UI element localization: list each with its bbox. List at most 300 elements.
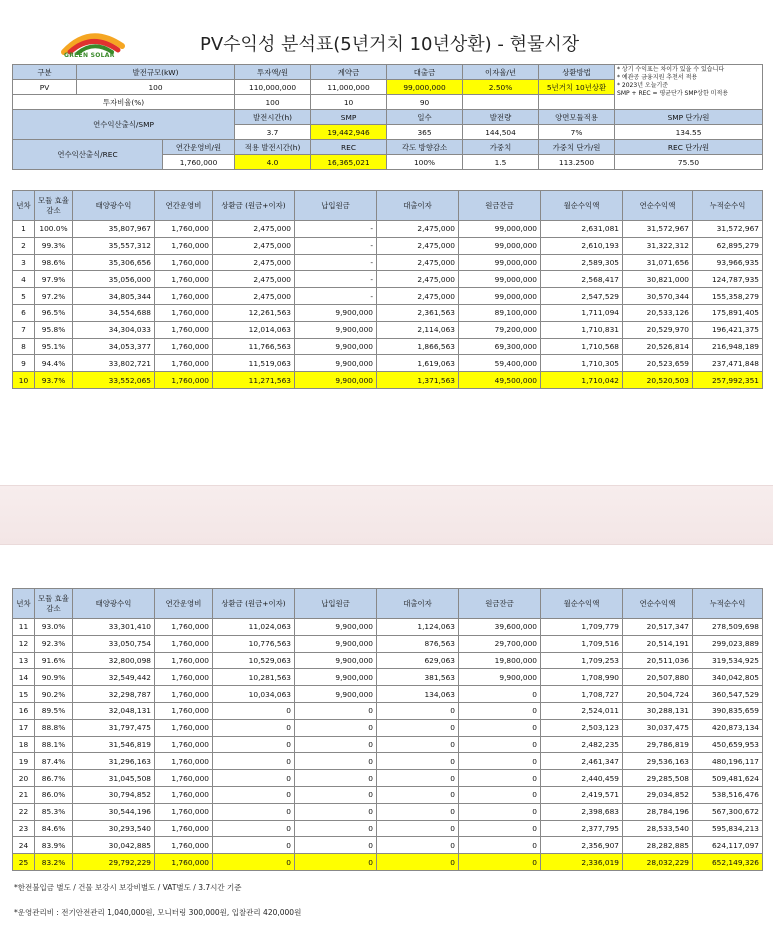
table-cell: 1,709,779	[541, 619, 623, 636]
table-cell: 14	[13, 669, 35, 686]
table-cell: 2,475,000	[377, 221, 459, 238]
value-hours: 3.7	[235, 125, 311, 140]
summary-gubun-value: PV	[13, 80, 77, 95]
table-cell: 1,760,000	[155, 355, 213, 372]
table-cell: 1,709,516	[541, 635, 623, 652]
table-cell: 29,700,000	[459, 635, 541, 652]
table-cell: 10,776,563	[213, 635, 295, 652]
summary-header-rate: 이자율/년	[463, 65, 539, 80]
summary-table	[12, 64, 763, 170]
table-row	[13, 635, 763, 652]
table-cell: 25	[13, 854, 35, 871]
value-rec-unit: 75.50	[615, 155, 763, 170]
table-cell: 29,786,819	[623, 736, 693, 753]
table-cell: 11,024,063	[213, 619, 295, 636]
table-cell: 2,475,000	[213, 288, 295, 305]
table-row	[13, 221, 763, 238]
table-cell: 1,619,063	[377, 355, 459, 372]
table-cell: 1,760,000	[155, 837, 213, 854]
table-cell: 30,821,000	[623, 271, 693, 288]
annual-header-cell: 연순수익액	[623, 589, 693, 619]
annual-header-cell: 대출이자	[377, 589, 459, 619]
table-row	[13, 372, 763, 389]
table-cell: 29,536,163	[623, 753, 693, 770]
table-cell: 0	[213, 736, 295, 753]
annual-header-cell: 연간운영비	[155, 589, 213, 619]
table-cell: 6	[13, 304, 35, 321]
header-smp: SMP	[311, 110, 387, 125]
table-row	[13, 288, 763, 305]
summary-loan-value: 99,000,000	[387, 80, 463, 95]
table-cell: 10	[13, 372, 35, 389]
table-cell: 0	[213, 837, 295, 854]
table-row	[13, 837, 763, 854]
table-cell: 216,948,189	[693, 338, 763, 355]
table-cell: 99,000,000	[459, 254, 541, 271]
annual-header-cell: 납입원금	[295, 191, 377, 221]
table-cell: 11,519,063	[213, 355, 295, 372]
table-cell: 98.6%	[35, 254, 73, 271]
table-cell: 23	[13, 820, 35, 837]
table-cell: 1,760,000	[155, 686, 213, 703]
table-cell: 9,900,000	[295, 686, 377, 703]
note-line: * 예관공 금융지원 추천서 적용	[617, 74, 698, 81]
summary-header-investment: 투자액/원	[235, 65, 311, 80]
table-cell: 88.8%	[35, 719, 73, 736]
table-cell: 9,900,000	[295, 321, 377, 338]
table-row	[13, 702, 763, 719]
table-cell: 0	[295, 854, 377, 871]
table-cell: 1,760,000	[155, 753, 213, 770]
table-cell: 1,866,563	[377, 338, 459, 355]
header-angle: 각도 방향감소	[387, 140, 463, 155]
table-cell: 33,802,721	[73, 355, 155, 372]
table-cell: 2,610,193	[541, 237, 623, 254]
table-cell: 1,709,253	[541, 652, 623, 669]
table-cell: 94.4%	[35, 355, 73, 372]
table-cell: 100.0%	[35, 221, 73, 238]
table-cell: 10,281,563	[213, 669, 295, 686]
table-cell: 10,034,063	[213, 686, 295, 703]
table-cell: 33,552,065	[73, 372, 155, 389]
table-cell: 2,589,305	[541, 254, 623, 271]
table-cell: 0	[459, 786, 541, 803]
table-cell: 97.9%	[35, 271, 73, 288]
table-cell: 99.3%	[35, 237, 73, 254]
table-row	[13, 254, 763, 271]
table-row	[13, 669, 763, 686]
table-cell: 4	[13, 271, 35, 288]
table-cell: 0	[295, 753, 377, 770]
table-cell: 237,471,848	[693, 355, 763, 372]
table-cell: 0	[459, 837, 541, 854]
summary-row-4	[13, 110, 763, 125]
table-cell: 59,400,000	[459, 355, 541, 372]
table-cell: 876,563	[377, 635, 459, 652]
table-cell: 88.1%	[35, 736, 73, 753]
table-cell: 124,787,935	[693, 271, 763, 288]
smp-formula-label: 연수익산출식/SMP	[13, 110, 235, 140]
summary-deposit-value: 11,000,000	[311, 80, 387, 95]
table-cell: 34,053,377	[73, 338, 155, 355]
annual-top-body	[13, 191, 763, 389]
table-cell: 1,760,000	[155, 702, 213, 719]
table-cell: 86.0%	[35, 786, 73, 803]
value-weight: 1.5	[463, 155, 539, 170]
table-cell: 0	[213, 854, 295, 871]
table-cell: 1,371,563	[377, 372, 459, 389]
table-cell: 0	[295, 803, 377, 820]
summary-rate-value: 2.50%	[463, 80, 539, 95]
table-cell: 420,873,134	[693, 719, 763, 736]
table-cell: 1	[13, 221, 35, 238]
table-cell: 319,534,925	[693, 652, 763, 669]
table-cell: 1,760,000	[155, 372, 213, 389]
header-bifacial: 양면모듈적용	[539, 110, 615, 125]
header-hours: 발전시간(h)	[235, 110, 311, 125]
table-cell: 0	[213, 820, 295, 837]
table-cell: 0	[459, 770, 541, 787]
table-cell: 33,050,754	[73, 635, 155, 652]
table-cell: 0	[377, 719, 459, 736]
table-cell: 624,117,097	[693, 837, 763, 854]
header-opcost: 연간운영비/원	[163, 140, 235, 155]
value-weight-unit: 113.2500	[539, 155, 615, 170]
table-cell: 155,358,279	[693, 288, 763, 305]
table-cell: 2,568,417	[541, 271, 623, 288]
table-cell: 30,544,196	[73, 803, 155, 820]
value-opcost: 1,760,000	[163, 155, 235, 170]
note-line: * 2023년 오늘기준	[617, 82, 669, 89]
table-cell: 35,306,656	[73, 254, 155, 271]
table-cell: 652,149,326	[693, 854, 763, 871]
table-cell: 33,301,410	[73, 619, 155, 636]
table-cell: 20,529,970	[623, 321, 693, 338]
table-cell: 1,760,000	[155, 854, 213, 871]
table-cell: 32,549,442	[73, 669, 155, 686]
table-cell: 0	[295, 820, 377, 837]
summary-row-6	[13, 140, 763, 155]
table-cell: 83.2%	[35, 854, 73, 871]
table-cell: 90.9%	[35, 669, 73, 686]
annual-header-cell: 태양광수익	[73, 191, 155, 221]
table-cell: 0	[295, 736, 377, 753]
table-cell: 1,710,042	[541, 372, 623, 389]
table-cell: 1,760,000	[155, 271, 213, 288]
annual-header-cell: 월순수익액	[541, 191, 623, 221]
note-line: * 상기 수익표는 차이가 있을 수 있습니다	[617, 66, 725, 73]
summary-notes	[615, 65, 763, 110]
header-generation: 발전량	[463, 110, 539, 125]
table-cell: 2,475,000	[377, 254, 459, 271]
table-cell: 0	[377, 854, 459, 871]
table-cell: -	[295, 288, 377, 305]
table-cell: 1,760,000	[155, 304, 213, 321]
table-cell: 39,600,000	[459, 619, 541, 636]
annual-header-cell: 상환금 (원금+이자)	[213, 191, 295, 221]
table-cell: 84.6%	[35, 820, 73, 837]
table-cell: 2	[13, 237, 35, 254]
table-cell: 1,760,000	[155, 770, 213, 787]
annual-table-years-11-25	[12, 588, 763, 871]
table-cell: 2,336,019	[541, 854, 623, 871]
table-cell: 1,760,000	[155, 719, 213, 736]
table-cell: 19,800,000	[459, 652, 541, 669]
table-cell: 175,891,405	[693, 304, 763, 321]
summary-ratio-investment: 100	[235, 95, 311, 110]
table-cell: 2,361,563	[377, 304, 459, 321]
annual-header-cell: 모듈 효율감소	[35, 191, 73, 221]
table-cell: 1,711,094	[541, 304, 623, 321]
value-rec: 16,365,021	[311, 155, 387, 170]
table-cell: 99,000,000	[459, 221, 541, 238]
table-cell: 20,511,036	[623, 652, 693, 669]
table-cell: 12,261,563	[213, 304, 295, 321]
table-cell: 85.3%	[35, 803, 73, 820]
table-cell: 9,900,000	[295, 355, 377, 372]
annual-bottom-body	[13, 589, 763, 871]
table-row	[13, 803, 763, 820]
annual-header-cell: 납입원금	[295, 589, 377, 619]
table-cell: 2,475,000	[377, 288, 459, 305]
table-cell: 29,034,852	[623, 786, 693, 803]
table-row	[13, 736, 763, 753]
table-cell: 0	[377, 736, 459, 753]
table-cell: 0	[295, 837, 377, 854]
table-cell: 95.8%	[35, 321, 73, 338]
table-cell: 2,114,063	[377, 321, 459, 338]
footer-note-2: *운영관리비 : 전기안전관리 1,040,000원, 모니터링 300,000원, 입찰관리 420,000원	[14, 908, 302, 917]
table-cell: 0	[459, 736, 541, 753]
table-cell: 0	[295, 702, 377, 719]
table-cell: 93.7%	[35, 372, 73, 389]
table-cell: 2,475,000	[213, 271, 295, 288]
table-row	[13, 271, 763, 288]
table-row	[13, 321, 763, 338]
table-row	[13, 619, 763, 636]
value-generation: 144,504	[463, 125, 539, 140]
table-cell: 9,900,000	[295, 304, 377, 321]
table-row	[13, 786, 763, 803]
annual-table-years-1-10	[12, 190, 763, 389]
table-cell: 24	[13, 837, 35, 854]
table-cell: 278,509,698	[693, 619, 763, 636]
table-cell: 13	[13, 652, 35, 669]
summary-header-gubun: 구분	[13, 65, 77, 80]
table-cell: 0	[213, 770, 295, 787]
table-cell: 390,835,659	[693, 702, 763, 719]
summary-capacity-value: 100	[77, 80, 235, 95]
table-cell: 1,760,000	[155, 254, 213, 271]
table-cell: 595,834,213	[693, 820, 763, 837]
table-cell: 2,547,529	[541, 288, 623, 305]
table-cell: 16	[13, 702, 35, 719]
table-cell: 1,710,831	[541, 321, 623, 338]
table-cell: 62,895,279	[693, 237, 763, 254]
summary-ratio-loan: 90	[387, 95, 463, 110]
table-cell: 12	[13, 635, 35, 652]
table-cell: 10,529,063	[213, 652, 295, 669]
table-cell: 2,475,000	[213, 254, 295, 271]
table-cell: 12,014,063	[213, 321, 295, 338]
table-row	[13, 719, 763, 736]
table-cell: 20,533,126	[623, 304, 693, 321]
table-cell: 29,792,229	[73, 854, 155, 871]
table-cell: 93,966,935	[693, 254, 763, 271]
table-cell: 2,419,571	[541, 786, 623, 803]
table-cell: 34,554,688	[73, 304, 155, 321]
table-cell: 480,196,117	[693, 753, 763, 770]
header-weight-unit: 가중치 단가/원	[539, 140, 615, 155]
table-cell: -	[295, 254, 377, 271]
annual-header-cell: 연간운영비	[155, 191, 213, 221]
table-cell: 35,807,967	[73, 221, 155, 238]
value-days: 365	[387, 125, 463, 140]
logo-text: GREEN SOLAR	[64, 52, 115, 59]
table-cell: 0	[377, 770, 459, 787]
summary-header-loan: 대출금	[387, 65, 463, 80]
table-cell: 96.5%	[35, 304, 73, 321]
annual-header-cell: 원금잔금	[459, 191, 541, 221]
table-cell: 31,546,819	[73, 736, 155, 753]
table-row	[13, 338, 763, 355]
table-cell: 0	[213, 786, 295, 803]
table-cell: 89.5%	[35, 702, 73, 719]
table-cell: 90.2%	[35, 686, 73, 703]
table-cell: 31,572,967	[623, 221, 693, 238]
table-cell: 0	[295, 770, 377, 787]
table-cell: 2,631,081	[541, 221, 623, 238]
table-cell: 2,475,000	[377, 271, 459, 288]
table-cell: 28,784,196	[623, 803, 693, 820]
table-cell: 0	[459, 820, 541, 837]
table-cell: 8	[13, 338, 35, 355]
summary-ratio-deposit: 10	[311, 95, 387, 110]
table-cell: 31,045,508	[73, 770, 155, 787]
table-cell: 30,794,852	[73, 786, 155, 803]
table-cell: 2,482,235	[541, 736, 623, 753]
table-cell: 2,475,000	[213, 237, 295, 254]
table-row	[13, 753, 763, 770]
summary-header-deposit: 계약금	[311, 65, 387, 80]
table-cell: 28,533,540	[623, 820, 693, 837]
header-weight: 가중치	[463, 140, 539, 155]
table-cell: 196,421,375	[693, 321, 763, 338]
table-cell: 9,900,000	[295, 635, 377, 652]
table-cell: 629,063	[377, 652, 459, 669]
table-row	[13, 854, 763, 871]
table-cell: 20,514,191	[623, 635, 693, 652]
table-cell: 450,659,953	[693, 736, 763, 753]
table-cell: 257,992,351	[693, 372, 763, 389]
table-cell: 0	[459, 686, 541, 703]
table-cell: 9,900,000	[295, 669, 377, 686]
table-cell: 35,056,000	[73, 271, 155, 288]
table-cell: 89,100,000	[459, 304, 541, 321]
table-cell: 299,023,889	[693, 635, 763, 652]
table-cell: 1,760,000	[155, 736, 213, 753]
annual-header-cell: 연순수익액	[623, 191, 693, 221]
table-cell: 99,000,000	[459, 271, 541, 288]
header-smp-unit: SMP 단가/원	[615, 110, 763, 125]
value-applied-hours: 4.0	[235, 155, 311, 170]
table-cell: 31,797,475	[73, 719, 155, 736]
annual-header-row	[13, 191, 763, 221]
summary-repay-value: 5년거치 10년상환	[539, 80, 615, 95]
annual-header-cell: 상환금 (원금+이자)	[213, 589, 295, 619]
table-cell: 30,293,540	[73, 820, 155, 837]
table-cell: 2,461,347	[541, 753, 623, 770]
table-cell: 11,271,563	[213, 372, 295, 389]
table-cell: 1,760,000	[155, 820, 213, 837]
table-row	[13, 652, 763, 669]
page-title: PV수익성 분석표(5년거치 10년상환) - 현물시장	[200, 34, 580, 55]
summary-header-repay: 상환방법	[539, 65, 615, 80]
table-cell: 1,710,568	[541, 338, 623, 355]
table-cell: 1,124,063	[377, 619, 459, 636]
annual-header-cell: 월순수익액	[541, 589, 623, 619]
table-row	[13, 237, 763, 254]
table-cell: 11,766,563	[213, 338, 295, 355]
table-cell: 1,760,000	[155, 338, 213, 355]
table-cell: 1,760,000	[155, 786, 213, 803]
header-rec: REC	[311, 140, 387, 155]
value-smp: 19,442,946	[311, 125, 387, 140]
note-line: SMP + REC = 평균단가 SMP상한 미적용	[617, 90, 729, 97]
table-cell: 20,507,880	[623, 669, 693, 686]
annual-header-cell: 대출이자	[377, 191, 459, 221]
table-cell: 1,760,000	[155, 619, 213, 636]
table-cell: 95.1%	[35, 338, 73, 355]
table-cell: 87.4%	[35, 753, 73, 770]
table-cell: 2,503,123	[541, 719, 623, 736]
table-cell: 9,900,000	[295, 619, 377, 636]
table-cell: 0	[213, 803, 295, 820]
table-cell: -	[295, 221, 377, 238]
table-cell: 0	[213, 719, 295, 736]
table-cell: 32,298,787	[73, 686, 155, 703]
table-cell: 1,708,990	[541, 669, 623, 686]
table-cell: 7	[13, 321, 35, 338]
table-cell: 30,288,131	[623, 702, 693, 719]
table-cell: 91.6%	[35, 652, 73, 669]
table-cell: 1,760,000	[155, 321, 213, 338]
table-cell: 2,524,011	[541, 702, 623, 719]
table-cell: 381,563	[377, 669, 459, 686]
table-cell: 1,760,000	[155, 652, 213, 669]
annual-header-cell: 년차	[13, 191, 35, 221]
table-cell: 17	[13, 719, 35, 736]
table-cell: 0	[213, 702, 295, 719]
table-cell: 2,377,795	[541, 820, 623, 837]
table-cell: 2,440,459	[541, 770, 623, 787]
table-cell: 20,523,659	[623, 355, 693, 372]
table-cell: 2,398,683	[541, 803, 623, 820]
header-rec-unit: REC 단가/원	[615, 140, 763, 155]
table-cell: 340,042,805	[693, 669, 763, 686]
table-cell: 11	[13, 619, 35, 636]
annual-header-row	[13, 589, 763, 619]
table-cell: 0	[377, 803, 459, 820]
table-cell: -	[295, 237, 377, 254]
table-cell: 69,300,000	[459, 338, 541, 355]
table-cell: 32,800,098	[73, 652, 155, 669]
table-cell: 1,760,000	[155, 221, 213, 238]
table-cell: 99,000,000	[459, 237, 541, 254]
table-cell: 1,760,000	[155, 288, 213, 305]
table-cell: 93.0%	[35, 619, 73, 636]
table-cell: 0	[377, 820, 459, 837]
